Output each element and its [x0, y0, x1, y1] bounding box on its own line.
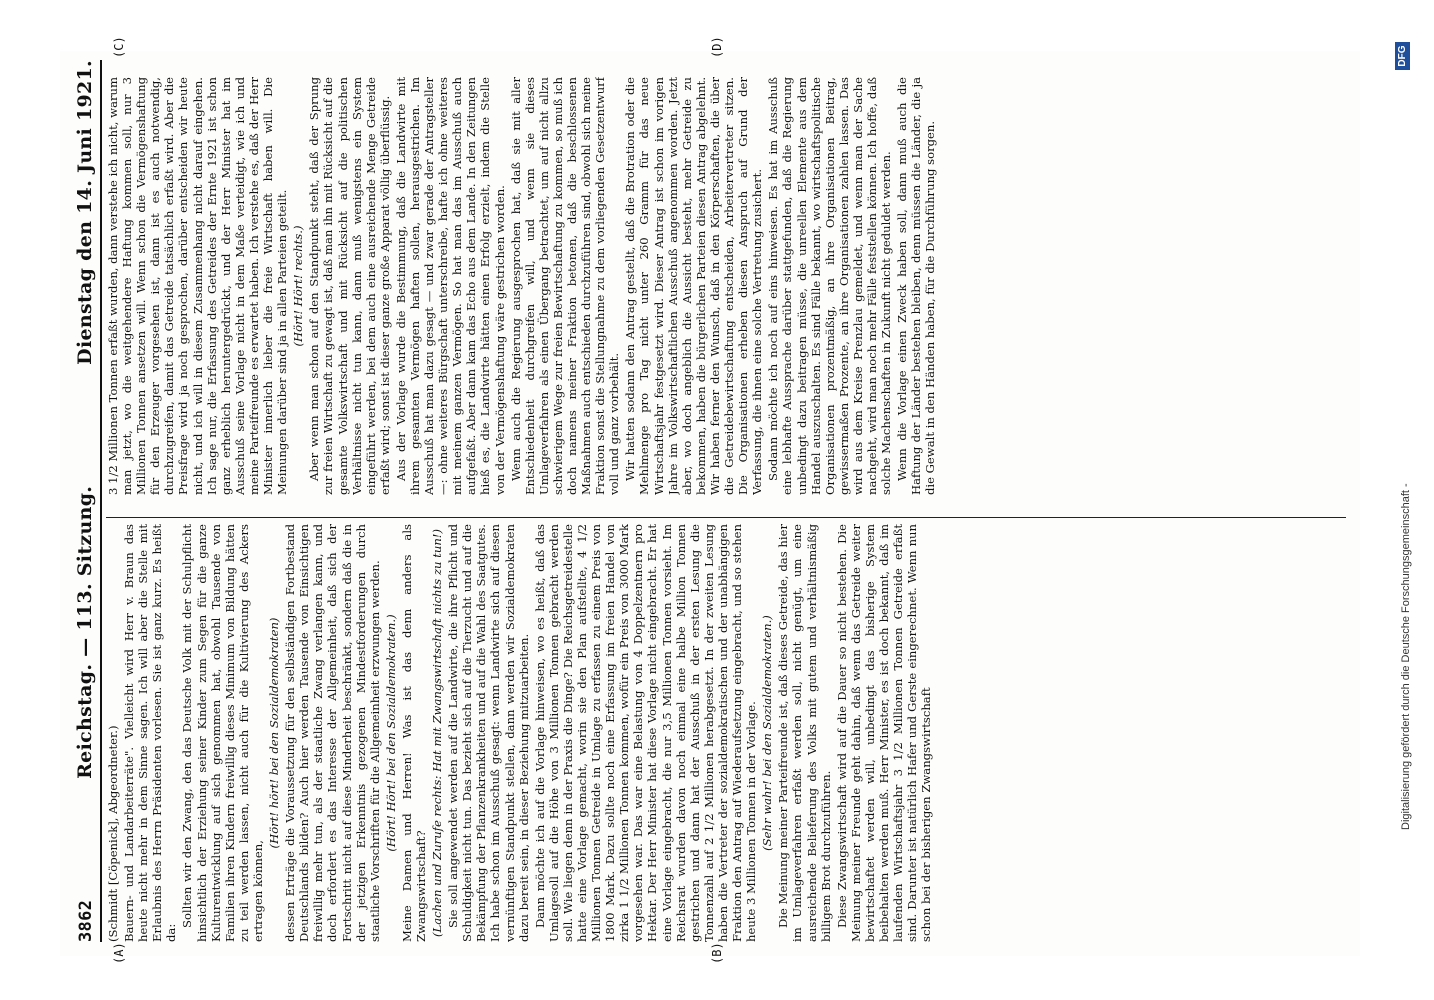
paragraph: Sodann möchte ich noch auf eins hinweisen. Es hat im Ausschuß eine lebhafte Aussprache darüber stattgefunden, daß die Regierung unbedingt dazu beitragen müsse, die unreellen Elemente aus dem Handel auszuschalten. Es sind Fälle bekannt, wo wirtschaftspolitische Organisationen prozentmäßig, an ihre Organisationen Beitrag, gewissermaßen Prozente, an ihre Organisationen zahlen lassen. Das wird aus dem Kreise Prenzlau gemeldet, und wenn man der Sache nachgeht, wird man noch mehr Fälle feststellen können. Ich hoffe, daß solche Machenschaften in Zukunft nicht geduldet werden.	[766, 77, 894, 495]
digitization-credit: Digitalisierung gefördert durch die Deutsche Forschungsgemeinschaft -	[1400, 483, 1412, 830]
paragraph: dessen Erträge die Voraussetzung für den selbständigen Fortbestand Deutschlands bilden? Auch hier werden Tausende von Einsichtigen freiwillig mehr tun, als der staatliche Zwang verlangen kann, und doch erfordert es das Interesse der Allgemeinheit, daß sich der Fortschritt nicht auf diese Minderheit beschränkt, sondern daß die in der jetzigen Erkenntnis gezogenen Mindestforderungen durch staatliche Vorschriften für die Allgemeinheit erzwungen werden.	[283, 524, 382, 942]
page-header	[66, 60, 96, 942]
header-left-title: Reichstag. — 113. Sitzung.	[74, 485, 96, 779]
paragraph: Bauern- und Landarbeiterräte". Vielleicht wird Herr v. Braun das heute nicht mehr in dem Sinne sagen. Ich will aber die Stelle mit Erlaubnis des Herrn Präsidenten vorlesen. Sie ist ganz kurz. Es heißt da:	[122, 524, 179, 942]
paragraph: Dann möchte ich auf die Vorlage hinweisen, wo es heißt, daß das Umlagesoll auf die Höhe von 3 Millionen Tonnen gebracht werden soll. Wie liegen denn in der Praxis die Dinge? Die Reichsgetreidestelle hatte eine Vorlage gemacht, worin sie den Plan aufstellte, 4 1/2 Millionen Tonnen Getreide in Umlage zu erfassen zu einem Preis von 1800 Mark. Dazu sollte noch eine Erfassung im freien Handel von zirka 1 1/2 Millionen Tonnen kommen, wofür ein Preis von 3000 Mark vorgesehen war. Das war eine Belastung von 4 Doppelzentnern pro Hektar. Der Herr Minister hat diese Vorlage nicht eingebracht. Er hat eine Vorlage eingebracht, die nur 3,5 Millionen Tonnen vorsieht. Im Reichsrat wurden davon noch einmal eine halbe Million Tonnen gestrichen und dann hat der Ausschuß in der ersten Lesung die Tonnenzahl auf 2 1/2 Millionen herabgesetzt. In der zweiten Lesung haben die Vertreter der sozialdemokratischen und der unabhängigen Fraktion den Antrag auf Wiederaufsetzung eingebracht, und so stehen heute 3 Millionen Tonnen in der Vorlage.	[532, 524, 759, 942]
paragraph: Meine Damen und Herren! Was ist das denn anders als Zwangswirtschaft?	[399, 524, 428, 942]
left-text-column	[106, 524, 1346, 942]
paragraph: Wenn die Vorlage einen Zweck haben soll, dann muß auch die Haftung der Länder bestehen bleiben, denn müssen die Länder, die ja die Gewalt in den Händen haben, für die Durchführung sorgen.	[895, 77, 938, 495]
paragraph: Sollten wir den Zwang, den das Deutsche Volk mit der Schulpflicht hinsichtlich der Erziehung seiner Kinder zum Segen für die ganze Kulturentwicklung auf sich genommen hat, obwohl Tausende von Familien ihren Kindern freiwillig dieses Minimum von Bildung hätten zu teil werden lassen, nicht auch für die Kultivierung des Ackers ertragen können,	[180, 524, 265, 942]
interjection: (Hört! hört! bei den Sozialdemokraten)	[267, 617, 282, 849]
margin-mark-a: (A)	[112, 942, 126, 964]
interjection: (Sehr wahr! bei den Sozialdemokraten.)	[760, 615, 775, 851]
paragraph: Wenn auch die Regierung ausgesprochen hat, daß sie mit aller Entschiedenheit durchgreifen will, und wenn sie dieses Umlageverfahren als einen Übergang betrachtet, um auf nicht allzu schwierigem Wege zur freien Bewirtschaftung zu kommen, so muß ich doch namens meiner Fraktion betonen, daß die beschlossenen Maßnahmen auch entschieden durchzuführen sind, obwohl sich meine Fraktion sonst die Stellungnahme zu dem vorliegenden Gesetzentwurf voll und ganz vorbehält.	[508, 77, 622, 495]
interjection: (Hört! Hört! rechts.)	[291, 225, 306, 347]
margin-mark-b: (B)	[710, 942, 724, 964]
header-right-title: Dienstag den 14. Juni 1921.	[74, 60, 96, 365]
header-rule	[100, 60, 102, 942]
paragraph: (Schmidt [Cöpenick], Abgeordneter.)	[106, 725, 120, 942]
paragraph: Aus der Vorlage wurde die Bestimmung, daß die Landwirte mit ihrem gesamten Vermögen haften sollen, herausgestrichen. Im Ausschuß hat man dazu gesagt — und zwar gerade der Antragsteller —: ohne weiteres Bürgschaft unterschreibe, hafte ich ohne weiteres mit meinem ganzen Vermögen. So hat man das im Ausschuß auch aufgefaßt. Aber dann kam das Echo aus dem Lande. In den Zeitungen hieß es, die Landwirte hätten einen Erfolg erzielt, indem die Stelle von der Vermögenshaftung wäre gestrichen worden.	[393, 77, 507, 495]
dfg-logo: DFG	[1395, 42, 1410, 70]
right-text-column	[106, 77, 1346, 495]
paragraph: Aber wenn man schon auf den Standpunkt steht, daß der Sprung zur freien Wirtschaft zu gewagt ist, daß man ihn mit Rücksicht auf die gesamte Volkswirtschaft und mit Rücksicht auf die politischen Verhältnisse nicht tun kann, dann muß wenigstens ein System eingeführt werden, bei dem auch eine ausreichende Menge Getreide erfaßt wird; sonst ist dieser ganze große Apparat völlig überflüssig.	[307, 77, 392, 495]
paragraph: Diese Zwangswirtschaft wird auf die Dauer so nicht bestehen. Die Meinung meiner Freunde geht dahin, daß wenn das Getreide weiter bewirtschaftet werden will, unbedingt das bisherige System beibehalten werden muß. Herr Minister, es ist doch bekannt, daß im laufenden Wirtschaftsjahr 3 1/2 Millionen Tonnen Getreide erfaßt sind. Darunter ist natürlich Hafer und Gerste eingerechnet. Wenn nun schon bei der bisherigen Zwangswirtschaft	[834, 524, 934, 942]
column-divider	[106, 517, 1346, 518]
page-number: 3862	[76, 899, 96, 942]
paragraph: Sie soll angewendet werden auf die Landwirte, die ihre Pflicht und Schuldigkeit nicht tun. Das bezieht sich auf die Tierzucht und auf die Bekämpfung der Pflanzenkrankheiten und auf die Wahl des Saatgutes. Ich habe schon im Ausschuß gesagt: wenn Landwirte sich auf diesen vernünftigen Standpunkt stellen, dann werden wir Sozialdemokraten dazu bereit sein, in dieser Beziehung mitzuarbeiten.	[446, 524, 531, 942]
paragraph: Wir hatten sodann den Antrag gestellt, daß die Brotration oder die Mehlmenge pro Tag nicht unter 260 Gramm für das neue Wirtschaftsjahr festgesetzt wird. Dieser Antrag ist schon im vorigen Jahre im Volkswirtschaftlichen Ausschuß angenommen worden. Jetzt aber, wo doch angeblich die Aussicht besteht, mehr Getreide zu bekommen, haben die bürgerlichen Parteien diesen Antrag abgelehnt. Wir haben ferner den Wunsch, daß in den Körperschaften, die über die Getreidebewirtschaftung entscheiden, Arbeitervertreter sitzen. Die Organisationen erheben diesen Anspruch auf Grund der Verfassung, die ihnen eine solche Vertretung zusichert.	[623, 77, 765, 495]
paragraph: Die Meinung meiner Parteifreunde ist, daß dieses Getreide, das hier im Umlageverfahren erfaßt werden soll, nicht genügt, um eine ausreichende Belieferung des Volks mit gutem und verhältnismäßig billigem Brot durchzuführen.	[776, 524, 833, 942]
interjection: (Hört! Hört! bei den Sozialdemokraten.)	[383, 614, 398, 852]
interjection: (Lachen und Zurufe rechts: Hat mit Zwangswirtschaft nichts zu tun!)	[430, 529, 445, 937]
margin-mark-c: (C)	[112, 36, 126, 58]
paragraph: 3 1/2 Millionen Tonnen erfaßt wurden, dann verstehe ich nicht, warum man jetzt, wo die weitgehendere Haftung kommen soll, nur 3 Millionen Tonnen ansetzen will. Wenn schon die Vermögenshaftung für den Erzeuger vorgesehen ist, dann ist es auch notwendig, durchzugreifen, damit das Getreide tatsächlich erfaßt wird. Aber die Preisfrage wird ja noch gesprochen, darüber entscheiden wir heute nicht, und ich will in diesem Zusammenhang nicht darauf eingehen. Ich sage nur, die Erfassung des Getreides der Ernte 1921 ist schon ganz erheblich heruntergedrückt, und der Herr Minister hat im Ausschuß seine Vorlage nicht in dem Maße verteidigt, wie ich und meine Parteifreunde es erwartet haben. Ich verstehe es, daß der Herr Minister innerlich lieber die freie Wirtschaft haben will. Die Meinungen darüber sind ja in allen Parteien geteilt.	[106, 77, 290, 495]
margin-mark-d: (D)	[710, 36, 724, 58]
